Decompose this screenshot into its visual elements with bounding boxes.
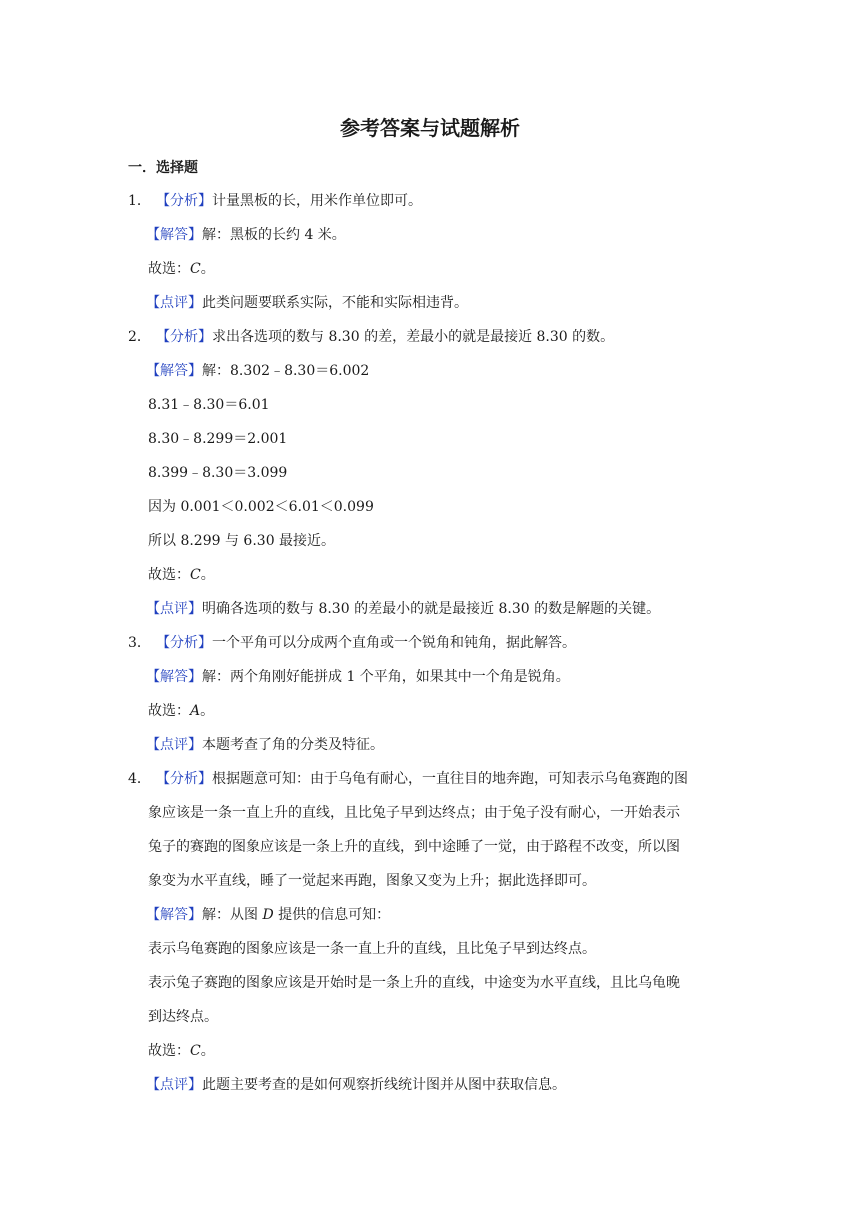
choice-letter: C bbox=[190, 567, 201, 583]
solution-tag: 【解答】 bbox=[146, 363, 202, 379]
comment-tag: 【点评】 bbox=[146, 737, 202, 753]
choice-letter: C bbox=[190, 1043, 201, 1059]
choice-suffix: 。 bbox=[200, 567, 215, 583]
choice-prefix: 故选： bbox=[148, 567, 190, 583]
analysis-continued: 象变为水平直线，睡了一觉起来再跑，图象又变为上升；据此选择即可。 bbox=[148, 873, 596, 889]
calc-line: 8.30﹣8.299＝2.001 bbox=[148, 431, 288, 447]
choice-prefix: 故选： bbox=[148, 703, 190, 719]
comment-line bbox=[146, 1075, 566, 1095]
comment-text: 此类问题要联系实际，不能和实际相违背。 bbox=[202, 295, 468, 311]
choice-prefix: 故选： bbox=[148, 1043, 190, 1059]
solution-text: 解：黑板的长约 4 米。 bbox=[202, 227, 346, 243]
solution-line bbox=[146, 667, 570, 687]
solution-tag: 【解答】 bbox=[146, 669, 202, 685]
analysis-tag: 【分析】 bbox=[156, 635, 212, 651]
compare-line: 因为 0.001＜0.002＜6.01＜0.099 bbox=[148, 499, 374, 515]
analysis-line bbox=[156, 633, 576, 653]
calc-line: 8.31﹣8.30＝6.01 bbox=[148, 397, 270, 413]
choice-letter: A bbox=[190, 703, 201, 719]
choice-prefix: 故选： bbox=[148, 261, 190, 277]
comment-tag: 【点评】 bbox=[146, 1077, 202, 1093]
conclusion-line: 所以 8.299 与 6.30 最接近。 bbox=[148, 533, 336, 549]
solution-continued: 表示兔子赛跑的图象应该是开始时是一条上升的直线，中途变为水平直线，且比乌龟晚 bbox=[148, 975, 680, 991]
solution-text: 解：两个角刚好能拼成 1 个平角，如果其中一个角是锐角。 bbox=[202, 669, 570, 685]
choice-line bbox=[148, 565, 215, 585]
question-number: 1． bbox=[128, 193, 151, 209]
choice-line bbox=[148, 259, 215, 279]
comment-text: 明确各选项的数与 8.30 的差最小的就是最接近 8.30 的数是解题的关键。 bbox=[202, 601, 661, 617]
figure-letter: D bbox=[262, 907, 274, 923]
analysis-continued: 象应该是一条一直上升的直线，且比兔子早到达终点；由于兔子没有耐心，一开始表示 bbox=[148, 805, 680, 821]
solution-line bbox=[146, 361, 369, 381]
comment-tag: 【点评】 bbox=[146, 601, 202, 617]
question-number: 4． bbox=[128, 771, 151, 787]
analysis-tag: 【分析】 bbox=[156, 193, 212, 209]
comment-line bbox=[146, 293, 468, 313]
solution-continued: 表示乌龟赛跑的图象应该是一条一直上升的直线，且比兔子早到达终点。 bbox=[148, 941, 596, 957]
page-title: 参考答案与试题解析 bbox=[340, 116, 520, 140]
solution-line bbox=[146, 905, 390, 925]
solution-continued: 到达终点。 bbox=[148, 1009, 218, 1025]
solution-text: 解：8.302﹣8.30＝6.002 bbox=[202, 363, 370, 379]
solution-suffix: 提供的信息可知： bbox=[273, 907, 391, 923]
calc-line: 8.399﹣8.30＝3.099 bbox=[148, 465, 288, 481]
comment-text: 此题主要考查的是如何观察折线统计图并从图中获取信息。 bbox=[202, 1077, 566, 1093]
solution-prefix: 解：从图 bbox=[202, 907, 263, 923]
analysis-text: 计量黑板的长，用米作单位即可。 bbox=[212, 193, 422, 209]
comment-line bbox=[146, 735, 384, 755]
solution-line bbox=[146, 225, 346, 245]
choice-suffix: 。 bbox=[200, 261, 215, 277]
solution-tag: 【解答】 bbox=[146, 907, 202, 923]
analysis-continued: 兔子的赛跑的图象应该是一条上升的直线，到中途睡了一觉，由于路程不改变，所以图 bbox=[148, 839, 680, 855]
question-number: 2． bbox=[128, 329, 151, 345]
analysis-text: 求出各选项的数与 8.30 的差，差最小的就是最接近 8.30 的数。 bbox=[212, 329, 615, 345]
analysis-text: 一个平角可以分成两个直角或一个锐角和钝角，据此解答。 bbox=[212, 635, 576, 651]
question-number: 3． bbox=[128, 635, 151, 651]
choice-line bbox=[148, 1041, 215, 1061]
solution-tag: 【解答】 bbox=[146, 227, 202, 243]
analysis-text: 根据题意可知：由于乌龟有耐心，一直往目的地奔跑，可知表示乌龟赛跑的图 bbox=[212, 771, 688, 787]
comment-text: 本题考查了角的分类及特征。 bbox=[202, 737, 384, 753]
choice-letter: C bbox=[190, 261, 201, 277]
comment-line bbox=[146, 599, 660, 619]
choice-suffix: 。 bbox=[200, 1043, 215, 1059]
analysis-line bbox=[156, 191, 422, 211]
choice-suffix: 。 bbox=[200, 703, 215, 719]
section-heading: 一．选择题 bbox=[128, 160, 198, 176]
choice-line bbox=[148, 701, 214, 721]
analysis-tag: 【分析】 bbox=[156, 771, 212, 787]
analysis-tag: 【分析】 bbox=[156, 329, 212, 345]
comment-tag: 【点评】 bbox=[146, 295, 202, 311]
analysis-line bbox=[156, 327, 614, 347]
analysis-line bbox=[156, 769, 688, 789]
